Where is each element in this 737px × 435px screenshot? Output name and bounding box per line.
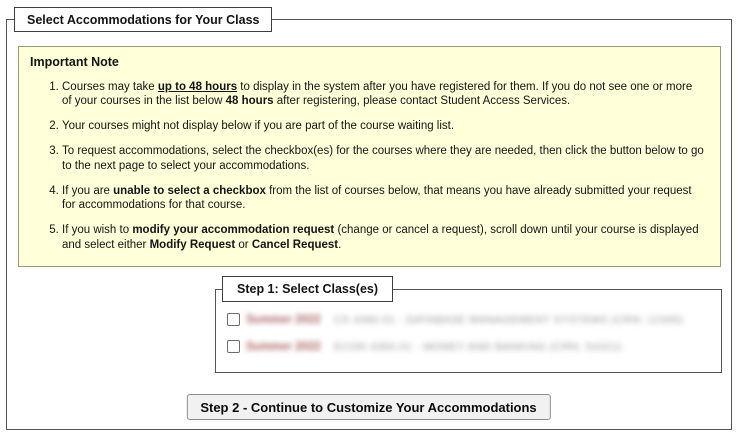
important-note-list bbox=[19, 80, 720, 252]
important-note-box bbox=[18, 46, 721, 267]
course-term-redacted: Summer 2022 bbox=[246, 313, 321, 326]
course-detail-redacted: CS 4360.01 - DATABASE MANAGEMENT SYSTEMS (CRN: 12345) bbox=[333, 313, 684, 326]
course-checkbox[interactable] bbox=[227, 313, 240, 326]
step1-legend: Step 1: Select Class(es) bbox=[222, 276, 393, 302]
important-note-title: Important Note bbox=[30, 55, 119, 69]
note-item: 1. Courses may take up to 48 hours to display in the system after you have registered for them. If you do not see one or more of your courses in the list below 48 hours after registering, please contact Student Access Services. bbox=[62, 80, 704, 109]
course-checkbox[interactable] bbox=[227, 340, 240, 353]
course-term-redacted: Summer 2022 bbox=[246, 340, 321, 353]
note-item: 3. To request accommodations, select the checkbox(es) for the courses where they are needed, then click the button below to go to the next page to select your accommodations. bbox=[62, 144, 704, 173]
course-list bbox=[227, 306, 707, 360]
course-detail-redacted: ECON 4350.01 - MONEY AND BANKING (CRN: 54321) bbox=[333, 340, 623, 353]
course-row bbox=[227, 306, 707, 333]
note-item: 4. If you are unable to select a checkbox from the list of courses below, that means you have already submitted your request for accommodations for that course. bbox=[62, 184, 704, 213]
note-item: 2. Your courses might not display below if you are part of the course waiting list. bbox=[62, 119, 704, 133]
page-title: Select Accommodations for Your Class bbox=[14, 7, 272, 32]
course-row bbox=[227, 333, 707, 360]
note-item: 5. If you wish to modify your accommodation request (change or cancel a request), scroll down until your course is displayed and select either Modify Request or Cancel Request. bbox=[62, 223, 704, 252]
step2-continue-button[interactable]: Step 2 - Continue to Customize Your Accommodations bbox=[186, 394, 550, 420]
